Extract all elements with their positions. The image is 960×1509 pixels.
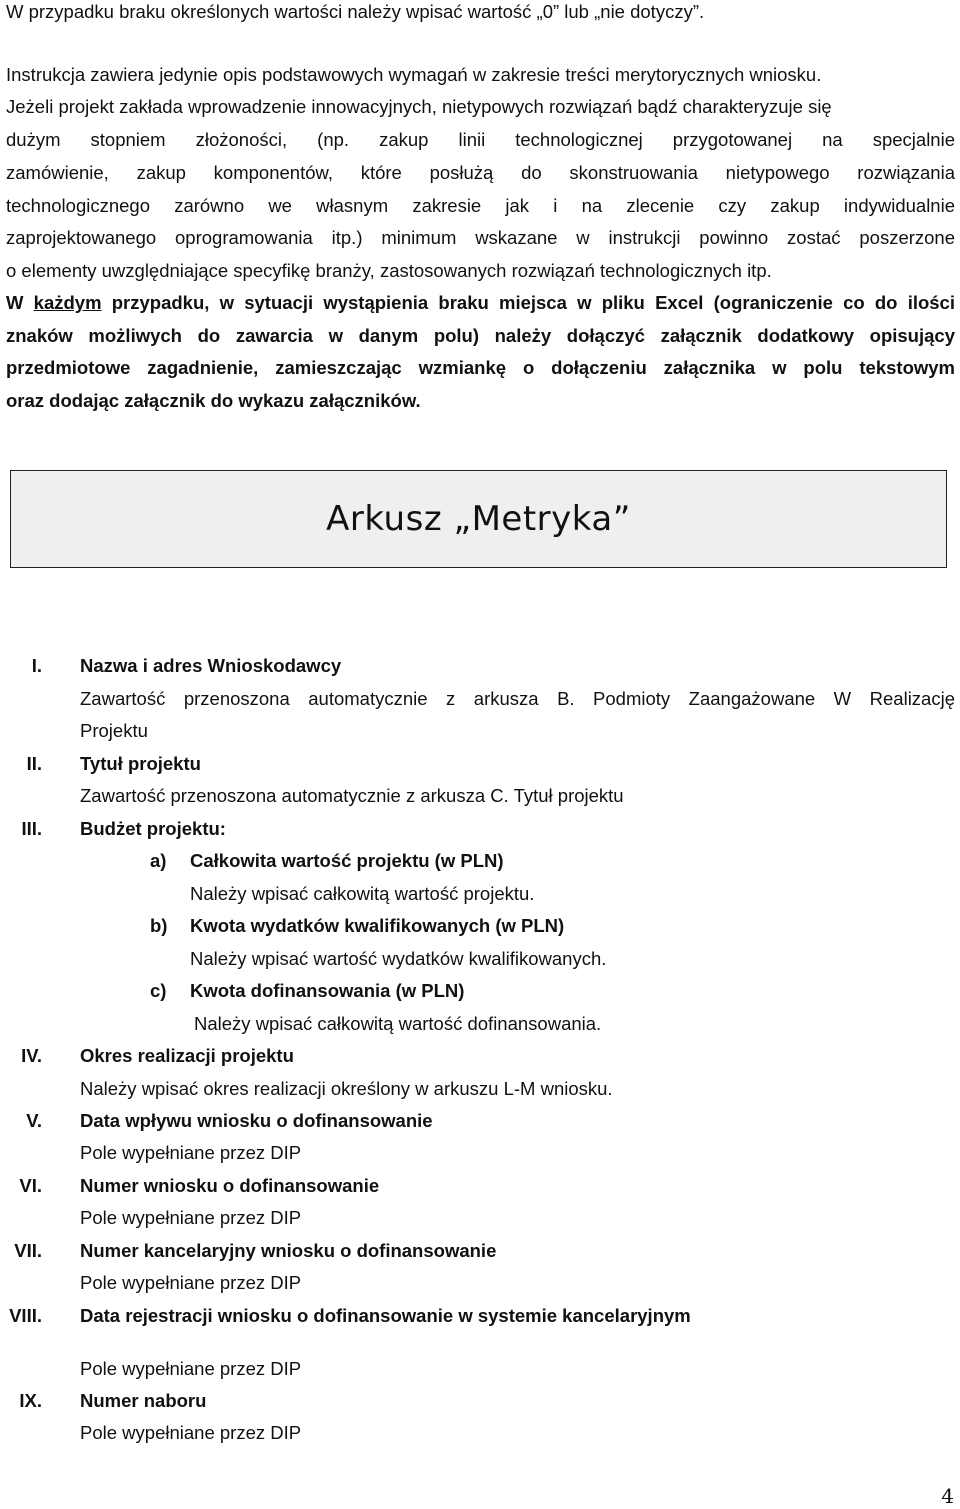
section-7-number: VII. bbox=[14, 1240, 42, 1261]
intro-line-4b: zakup linii technologicznej przygotowanej na specjalnie bbox=[379, 129, 955, 150]
warning-line-2: znaków możliwych do zawarcia w danym polu) należy dołączyć załącznik dodatkowy opisujący bbox=[6, 325, 955, 346]
section-8-number: VIII. bbox=[9, 1305, 42, 1326]
section-2-title: Tytuł projektu bbox=[80, 753, 201, 774]
section-2-desc: Zawartość przenoszona automatycznie z arkusza C. Tytuł projektu bbox=[80, 785, 624, 806]
section-3-title: Budżet projektu: bbox=[80, 818, 226, 839]
section-3c-letter: c) bbox=[150, 980, 167, 1001]
section-1-desc-line-2: Projektu bbox=[80, 720, 148, 741]
section-3-number: III. bbox=[21, 818, 42, 839]
section-6-number: VI. bbox=[19, 1175, 42, 1196]
section-4-title: Okres realizacji projektu bbox=[80, 1045, 294, 1066]
page-number: 4 bbox=[941, 1484, 954, 1508]
warning-underlined-word: każdym bbox=[33, 292, 102, 313]
section-4-desc: Należy wpisać okres realizacji określony w arkuszu L-M wniosku. bbox=[80, 1078, 613, 1099]
warning-line-4: oraz dodając załącznik do wykazu załączników. bbox=[6, 390, 421, 411]
section-6-desc: Pole wypełniane przez DIP bbox=[80, 1207, 302, 1228]
section-3b-letter: b) bbox=[150, 915, 168, 936]
warning-line-3: przedmiotowe zagadnienie, zamieszczając wzmiankę o dołączeniu załącznika w polu tekstowym bbox=[6, 357, 955, 378]
intro-line-3: Jeżeli projekt zakłada wprowadzenie innowacyjnych, nietypowych rozwiązań bądź charakteryzuje się bbox=[6, 96, 832, 117]
section-9-title: Numer naboru bbox=[80, 1390, 207, 1411]
intro-line-4a: dużym stopniem złożoności, (np. bbox=[6, 129, 350, 150]
section-3b-desc: Należy wpisać wartość wydatków kwalifikowanych. bbox=[190, 948, 607, 969]
section-8-title: Data rejestracji wniosku o dofinansowanie w systemie kancelaryjnym bbox=[80, 1305, 691, 1326]
intro-line-6: technologicznego zarówno we własnym zakresie jak i na zlecenie czy zakup indywidualnie bbox=[6, 195, 955, 216]
section-3a-title: Całkowita wartość projektu (w PLN) bbox=[190, 850, 504, 871]
intro-line-1: W przypadku braku określonych wartości należy wpisać wartość „0” lub „nie dotyczy”. bbox=[6, 1, 705, 22]
section-6-title: Numer wniosku o dofinansowanie bbox=[80, 1175, 380, 1196]
intro-line-4 bbox=[6, 128, 955, 152]
section-3a-letter: a) bbox=[150, 850, 167, 871]
intro-line-7b: ) minimum wskazane w instrukcji powinno zostać poszerzone bbox=[356, 227, 956, 248]
section-1-title: Nazwa i adres Wnioskodawcy bbox=[80, 655, 342, 676]
warning-line-1a: W bbox=[6, 292, 34, 313]
intro-line-7 bbox=[6, 226, 955, 250]
sheet-title: Arkusz „Metryka” bbox=[326, 499, 631, 539]
section-1-number: I. bbox=[31, 655, 42, 676]
section-3c-title: Kwota dofinansowania (w PLN) bbox=[190, 980, 465, 1001]
section-2-number: II. bbox=[26, 753, 42, 774]
warning-line-1b: przypadku, w sytuacji wystąpienia braku miejsca w pliku Excel (ograniczenie co do ilości bbox=[101, 292, 955, 313]
section-7-title: Numer kancelaryjny wniosku o dofinansowanie bbox=[80, 1240, 497, 1261]
section-3a-desc: Należy wpisać całkowitą wartość projektu. bbox=[190, 883, 535, 904]
section-5-title: Data wpływu wniosku o dofinansowanie bbox=[80, 1110, 433, 1131]
sheet-title-banner bbox=[10, 470, 947, 568]
intro-line-8: o elementy uwzględniające specyfikę branży, zastosowanych rozwiązań technologicznych itp. bbox=[6, 260, 772, 281]
warning-line-1 bbox=[6, 291, 955, 315]
section-1-desc-line-1: Zawartość przenoszona automatycznie z arkusza B. Podmioty Zaangażowane W Realizację bbox=[80, 688, 955, 709]
intro-line-2: Instrukcja zawiera jedynie opis podstawowych wymagań w zakresie treści merytorycznych wniosku. bbox=[6, 64, 822, 85]
section-3b-title: Kwota wydatków kwalifikowanych (w PLN) bbox=[190, 915, 565, 936]
section-9-desc: Pole wypełniane przez DIP bbox=[80, 1422, 302, 1443]
section-9-number: IX. bbox=[19, 1390, 42, 1411]
section-4-number: IV. bbox=[21, 1045, 42, 1066]
section-7-desc: Pole wypełniane przez DIP bbox=[80, 1272, 302, 1293]
section-8-desc: Pole wypełniane przez DIP bbox=[80, 1358, 302, 1379]
section-5-desc: Pole wypełniane przez DIP bbox=[80, 1142, 302, 1163]
section-5-number: V. bbox=[26, 1110, 42, 1131]
section-3c-desc: Należy wpisać całkowitą wartość dofinansowania. bbox=[194, 1013, 602, 1034]
intro-line-7a: zaprojektowanego oprogramowania itp. bbox=[6, 227, 357, 248]
intro-line-5: zamówienie, zakup komponentów, które posłużą do skonstruowania nietypowego rozwiązania bbox=[6, 162, 955, 183]
